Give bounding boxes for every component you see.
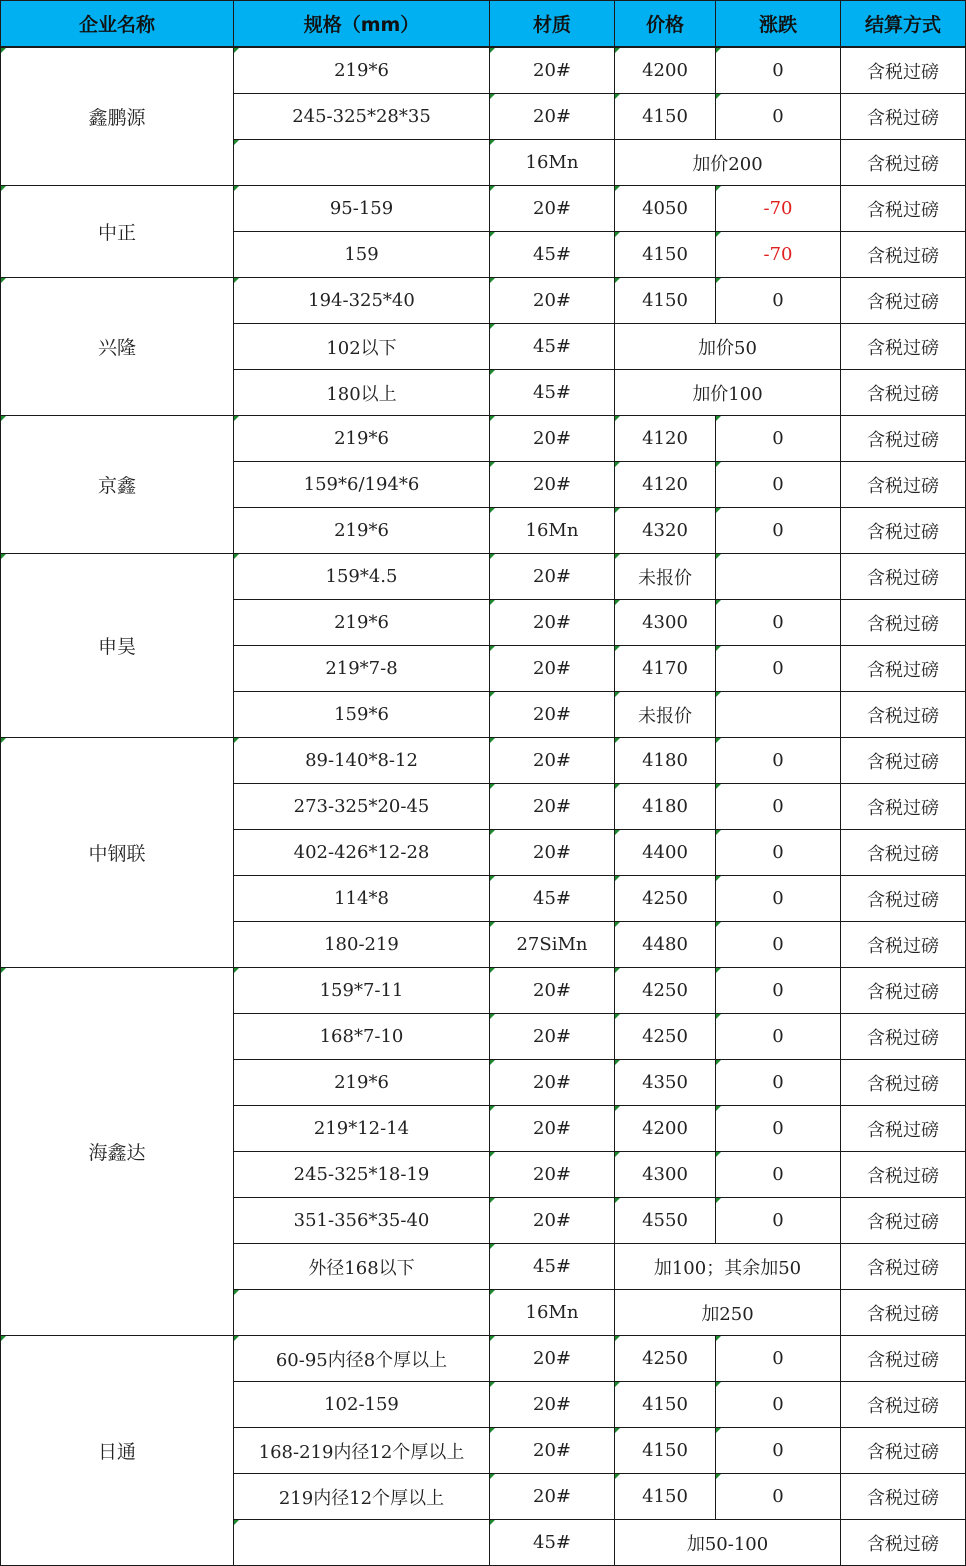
settlement-cell: 含税过磅 [841, 600, 966, 646]
change-cell: -70 [716, 232, 841, 278]
table-row [1, 278, 966, 324]
price-cell: 4180 [615, 738, 716, 784]
price-cell: 4150 [615, 1474, 716, 1520]
spec-cell: 159 [234, 232, 490, 278]
price-note-cell: 加250 [615, 1290, 841, 1336]
material-cell: 20# [490, 692, 615, 738]
settlement-cell: 含税过磅 [841, 1336, 966, 1382]
price-cell: 4250 [615, 876, 716, 922]
settlement-cell: 含税过磅 [841, 1474, 966, 1520]
price-note-cell: 加价100 [615, 370, 841, 416]
price-cell: 4300 [615, 600, 716, 646]
table-row [1, 738, 966, 784]
settlement-cell: 含税过磅 [841, 1106, 966, 1152]
change-cell [716, 554, 841, 600]
material-cell: 20# [490, 1014, 615, 1060]
change-cell: 0 [716, 876, 841, 922]
header-price: 价格 [615, 1, 716, 48]
price-cell: 未报价 [615, 554, 716, 600]
material-cell: 20# [490, 1336, 615, 1382]
spec-cell: 95-159 [234, 186, 490, 232]
settlement-cell: 含税过磅 [841, 1382, 966, 1428]
settlement-cell: 含税过磅 [841, 1152, 966, 1198]
price-cell: 4250 [615, 1336, 716, 1382]
price-note-cell: 加50-100 [615, 1520, 841, 1566]
spec-cell: 外径168以下 [234, 1244, 490, 1290]
spec-cell: 219*6 [234, 47, 490, 94]
material-cell: 20# [490, 1152, 615, 1198]
company-name: 日通 [1, 1336, 234, 1566]
settlement-cell: 含税过磅 [841, 324, 966, 370]
change-cell: 0 [716, 830, 841, 876]
material-cell: 20# [490, 830, 615, 876]
price-cell: 4250 [615, 1014, 716, 1060]
price-cell: 4250 [615, 968, 716, 1014]
material-cell: 20# [490, 94, 615, 140]
price-cell: 4180 [615, 784, 716, 830]
settlement-cell: 含税过磅 [841, 1244, 966, 1290]
change-cell: 0 [716, 1474, 841, 1520]
settlement-cell: 含税过磅 [841, 876, 966, 922]
header-change: 涨跌 [716, 1, 841, 48]
spec-cell: 219*6 [234, 600, 490, 646]
material-cell: 16Mn [490, 508, 615, 554]
company-name: 鑫鹏源 [1, 47, 234, 186]
material-cell: 20# [490, 1382, 615, 1428]
change-cell: 0 [716, 922, 841, 968]
spec-cell: 168-219内径12个厚以上 [234, 1428, 490, 1474]
material-cell: 20# [490, 47, 615, 94]
table-header [1, 1, 966, 48]
table-row [1, 554, 966, 600]
settlement-cell: 含税过磅 [841, 646, 966, 692]
price-cell: 4200 [615, 47, 716, 94]
material-cell: 45# [490, 370, 615, 416]
price-cell: 4120 [615, 462, 716, 508]
company-name: 中钢联 [1, 738, 234, 968]
material-cell: 20# [490, 1060, 615, 1106]
material-cell: 20# [490, 416, 615, 462]
material-cell: 45# [490, 1244, 615, 1290]
company-name: 海鑫达 [1, 968, 234, 1336]
price-cell: 4200 [615, 1106, 716, 1152]
settlement-cell: 含税过磅 [841, 232, 966, 278]
settlement-cell: 含税过磅 [841, 508, 966, 554]
spec-cell: 219*12-14 [234, 1106, 490, 1152]
change-cell: 0 [716, 600, 841, 646]
spec-cell: 273-325*20-45 [234, 784, 490, 830]
spec-cell: 102-159 [234, 1382, 490, 1428]
change-cell: 0 [716, 1014, 841, 1060]
price-note-cell: 加100；其余加50 [615, 1244, 841, 1290]
change-cell: 0 [716, 1382, 841, 1428]
spec-cell [234, 1290, 490, 1336]
spec-cell: 168*7-10 [234, 1014, 490, 1060]
price-cell: 4050 [615, 186, 716, 232]
price-note-cell: 加价200 [615, 140, 841, 186]
settlement-cell: 含税过磅 [841, 140, 966, 186]
spec-cell: 219*6 [234, 416, 490, 462]
company-name: 申昊 [1, 554, 234, 738]
spec-cell: 89-140*8-12 [234, 738, 490, 784]
material-cell: 45# [490, 876, 615, 922]
material-cell: 20# [490, 462, 615, 508]
spec-cell: 159*7-11 [234, 968, 490, 1014]
change-cell: 0 [716, 1152, 841, 1198]
header-company: 企业名称 [1, 1, 234, 48]
spec-cell: 402-426*12-28 [234, 830, 490, 876]
spec-cell [234, 1520, 490, 1566]
material-cell: 45# [490, 232, 615, 278]
company-name: 兴隆 [1, 278, 234, 416]
spec-cell: 219*6 [234, 1060, 490, 1106]
price-cell: 4150 [615, 1428, 716, 1474]
material-cell: 27SiMn [490, 922, 615, 968]
material-cell: 20# [490, 738, 615, 784]
spec-cell: 219*7-8 [234, 646, 490, 692]
material-cell: 20# [490, 1474, 615, 1520]
settlement-cell: 含税过磅 [841, 1014, 966, 1060]
spec-cell: 114*8 [234, 876, 490, 922]
header-spec: 规格（mm） [234, 1, 490, 48]
table-row [1, 416, 966, 462]
settlement-cell: 含税过磅 [841, 738, 966, 784]
material-cell: 16Mn [490, 140, 615, 186]
material-cell: 20# [490, 1428, 615, 1474]
material-cell: 20# [490, 278, 615, 324]
change-cell: 0 [716, 1106, 841, 1152]
change-cell [716, 692, 841, 738]
settlement-cell: 含税过磅 [841, 186, 966, 232]
table-row [1, 968, 966, 1014]
change-cell: 0 [716, 784, 841, 830]
spec-cell: 194-325*40 [234, 278, 490, 324]
change-cell: 0 [716, 1060, 841, 1106]
price-cell: 4150 [615, 232, 716, 278]
spec-cell: 180-219 [234, 922, 490, 968]
settlement-cell: 含税过磅 [841, 692, 966, 738]
settlement-cell: 含税过磅 [841, 462, 966, 508]
material-cell: 20# [490, 646, 615, 692]
material-cell: 20# [490, 600, 615, 646]
settlement-cell: 含税过磅 [841, 370, 966, 416]
spec-cell: 351-356*35-40 [234, 1198, 490, 1244]
settlement-cell: 含税过磅 [841, 1060, 966, 1106]
price-note-cell: 加价50 [615, 324, 841, 370]
material-cell: 20# [490, 1198, 615, 1244]
material-cell: 20# [490, 554, 615, 600]
material-cell: 45# [490, 1520, 615, 1566]
spec-cell [234, 140, 490, 186]
spec-cell: 159*4.5 [234, 554, 490, 600]
spec-cell: 219*6 [234, 508, 490, 554]
price-cell: 4170 [615, 646, 716, 692]
price-cell: 4400 [615, 830, 716, 876]
settlement-cell: 含税过磅 [841, 554, 966, 600]
spec-cell: 159*6 [234, 692, 490, 738]
price-cell: 4300 [615, 1152, 716, 1198]
material-cell: 20# [490, 968, 615, 1014]
spec-cell: 60-95内径8个厚以上 [234, 1336, 490, 1382]
settlement-cell: 含税过磅 [841, 94, 966, 140]
change-cell: 0 [716, 968, 841, 1014]
settlement-cell: 含税过磅 [841, 830, 966, 876]
price-cell: 4120 [615, 416, 716, 462]
material-cell: 20# [490, 1106, 615, 1152]
material-cell: 20# [490, 186, 615, 232]
price-cell: 未报价 [615, 692, 716, 738]
settlement-cell: 含税过磅 [841, 416, 966, 462]
change-cell: 0 [716, 94, 841, 140]
material-cell: 20# [490, 784, 615, 830]
settlement-cell: 含税过磅 [841, 784, 966, 830]
header-settlement: 结算方式 [841, 1, 966, 48]
header-row [1, 1, 966, 48]
spec-cell: 245-325*28*35 [234, 94, 490, 140]
table-row [1, 186, 966, 232]
settlement-cell: 含税过磅 [841, 968, 966, 1014]
settlement-cell: 含税过磅 [841, 1198, 966, 1244]
spec-cell: 102以下 [234, 324, 490, 370]
header-material: 材质 [490, 1, 615, 48]
price-cell: 4150 [615, 94, 716, 140]
change-cell: 0 [716, 1428, 841, 1474]
change-cell: 0 [716, 47, 841, 94]
price-cell: 4350 [615, 1060, 716, 1106]
change-cell: 0 [716, 1336, 841, 1382]
change-cell: 0 [716, 416, 841, 462]
price-cell: 4150 [615, 1382, 716, 1428]
spec-cell: 245-325*18-19 [234, 1152, 490, 1198]
spec-cell: 180以上 [234, 370, 490, 416]
company-name: 中正 [1, 186, 234, 278]
change-cell: -70 [716, 186, 841, 232]
settlement-cell: 含税过磅 [841, 1290, 966, 1336]
price-cell: 4320 [615, 508, 716, 554]
change-cell: 0 [716, 462, 841, 508]
spec-cell: 159*6/194*6 [234, 462, 490, 508]
table-row [1, 47, 966, 94]
change-cell: 0 [716, 646, 841, 692]
change-cell: 0 [716, 738, 841, 784]
settlement-cell: 含税过磅 [841, 1428, 966, 1474]
price-cell: 4480 [615, 922, 716, 968]
change-cell: 0 [716, 278, 841, 324]
change-cell: 0 [716, 1198, 841, 1244]
settlement-cell: 含税过磅 [841, 47, 966, 94]
price-cell: 4550 [615, 1198, 716, 1244]
settlement-cell: 含税过磅 [841, 278, 966, 324]
material-cell: 45# [490, 324, 615, 370]
material-cell: 16Mn [490, 1290, 615, 1336]
price-cell: 4150 [615, 278, 716, 324]
change-cell: 0 [716, 508, 841, 554]
table-row [1, 1336, 966, 1382]
settlement-cell: 含税过磅 [841, 1520, 966, 1566]
spec-cell: 219内径12个厚以上 [234, 1474, 490, 1520]
company-name: 京鑫 [1, 416, 234, 554]
table-body [1, 47, 966, 1566]
settlement-cell: 含税过磅 [841, 922, 966, 968]
